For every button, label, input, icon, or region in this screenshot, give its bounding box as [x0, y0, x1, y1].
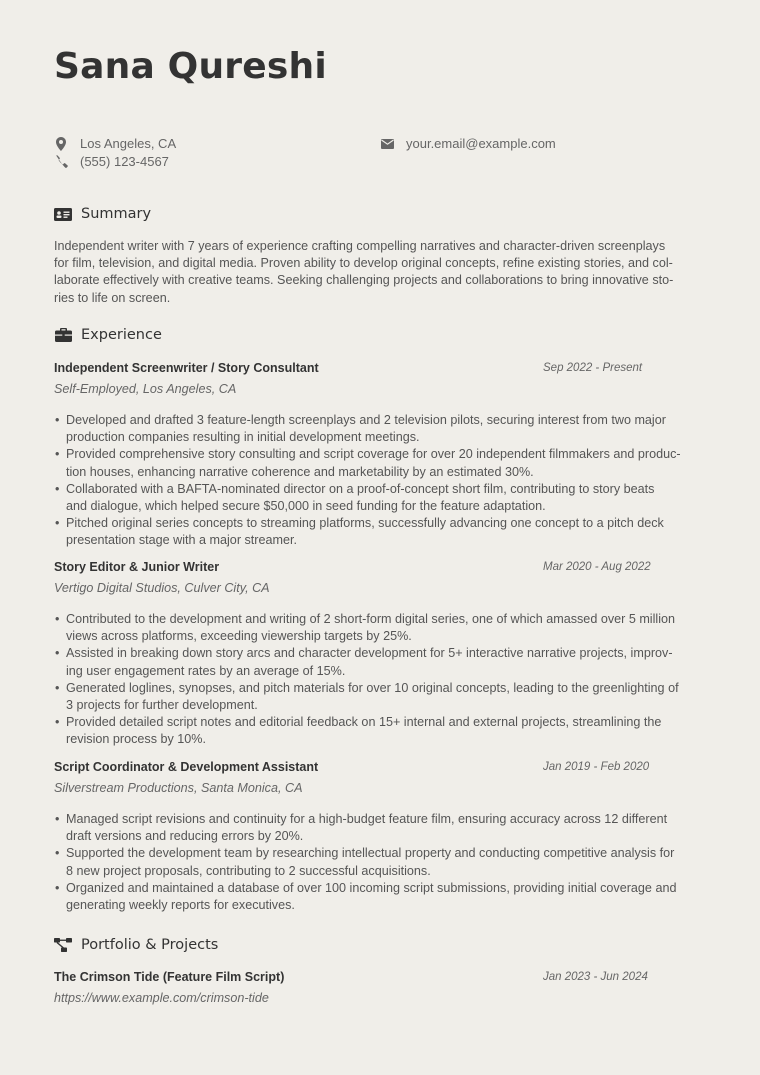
job-dates: Mar 2020 - Aug 2022: [543, 561, 651, 573]
summary-line: laborate effectively with creative teams. Seeking challenging projects and collaborations to bring innovative sto-: [54, 273, 674, 288]
job-bullets: [54, 611, 706, 749]
list-item: • Organized and maintained a database of over 100 incoming script submissions, providing initial coverage and generating weekly reports for executives.: [54, 880, 706, 914]
summary-text: [54, 238, 706, 307]
project-title: The Crimson Tide (Feature Film Script): [54, 970, 285, 984]
summary-line: Independent writer with 7 years of experience crafting compelling narratives and character-driven screenplays: [54, 239, 666, 253]
job-title: Story Editor & Junior Writer: [54, 560, 220, 574]
project-link[interactable]: https://www.example.com/crimson-tide: [54, 991, 269, 1005]
job-dates: Sep 2022 - Present: [543, 362, 643, 374]
summary-title: Summary: [81, 206, 152, 222]
portfolio-heading: [54, 937, 218, 953]
job-company: Silverstream Productions, Santa Monica, CA: [54, 781, 303, 795]
location-text: Los Angeles, CA: [80, 136, 177, 151]
summary-heading: [54, 206, 151, 222]
list-item: • Supported the development team by researching intellectual property and conducting competitive analysis for 8 new project proposals, contributing to 2 successful acquisitions.: [54, 845, 706, 879]
candidate-name: Sana Qureshi: [54, 46, 327, 87]
job-company: Vertigo Digital Studios, Culver City, CA: [54, 581, 270, 595]
list-item: • Provided detailed script notes and editorial feedback on 15+ internal and external projects, streamlining the revision process by 10%.: [54, 714, 706, 748]
contact-location: [54, 136, 176, 151]
project-diagram-icon: [54, 937, 72, 953]
summary-line: ries to life on screen.: [54, 290, 171, 305]
job-bullets: [54, 811, 706, 914]
experience-heading: [54, 327, 162, 343]
envelope-icon: [380, 137, 394, 151]
contact-phone: [54, 154, 169, 169]
list-item: • Developed and drafted 3 feature-length screenplays and 2 television pilots, securing interest from two major production companies resulting in initial development meetings.: [54, 412, 706, 446]
phone-text: (555) 123-4567: [80, 154, 169, 169]
email-text[interactable]: your.email@example.com: [406, 136, 556, 151]
job-bullets: [54, 412, 706, 550]
briefcase-icon: [54, 327, 72, 343]
project-dates: Jan 2023 - Jun 2024: [543, 971, 648, 983]
job-company: Self-Employed, Los Angeles, CA: [54, 382, 237, 396]
map-marker-icon: [54, 137, 68, 151]
contact-email: [380, 136, 556, 151]
job-title: Script Coordinator & Development Assistant: [54, 760, 319, 774]
list-item: • Contributed to the development and writing of 2 short-form digital series, one of which amassed over 5 million views across platforms, exceeding viewership targets by 25%.: [54, 611, 706, 645]
portfolio-title: Portfolio & Projects: [81, 937, 219, 953]
job-dates: Jan 2019 - Feb 2020: [543, 761, 650, 773]
id-card-icon: [54, 206, 72, 222]
experience-title: Experience: [81, 327, 162, 343]
list-item: • Collaborated with a BAFTA-nominated director on a proof-of-concept short film, contributing to story beats and dialogue, which helped secure $50,000 in seed funding for the feature adaptation.: [54, 481, 706, 515]
summary-line: for film, television, and digital media. Proven ability to develop original concepts, refine existing stories, and col-: [54, 256, 673, 271]
job-title: Independent Screenwriter / Story Consultant: [54, 361, 319, 375]
list-item: • Pitched original series concepts to streaming platforms, successfully advancing one concept to a pitch deck presentation stage with a major streamer.: [54, 515, 706, 549]
list-item: • Assisted in breaking down story arcs and character development for 5+ interactive narrative projects, improv- ing user engagement rates by an average of 15%.: [54, 645, 706, 679]
list-item: • Managed script revisions and continuity for a high-budget feature film, ensuring accuracy across 12 different draft versions and reducing errors by 20%.: [54, 811, 706, 845]
phone-icon: [54, 155, 68, 169]
list-item: • Provided comprehensive story consulting and script coverage for over 20 independent filmmakers and produc- tion houses, enhancing narrative coherence and marketability by an estimated 30%.: [54, 446, 706, 480]
list-item: • Generated loglines, synopses, and pitch materials for over 10 original concepts, leading to the greenlighting of 3 projects for further development.: [54, 680, 706, 714]
